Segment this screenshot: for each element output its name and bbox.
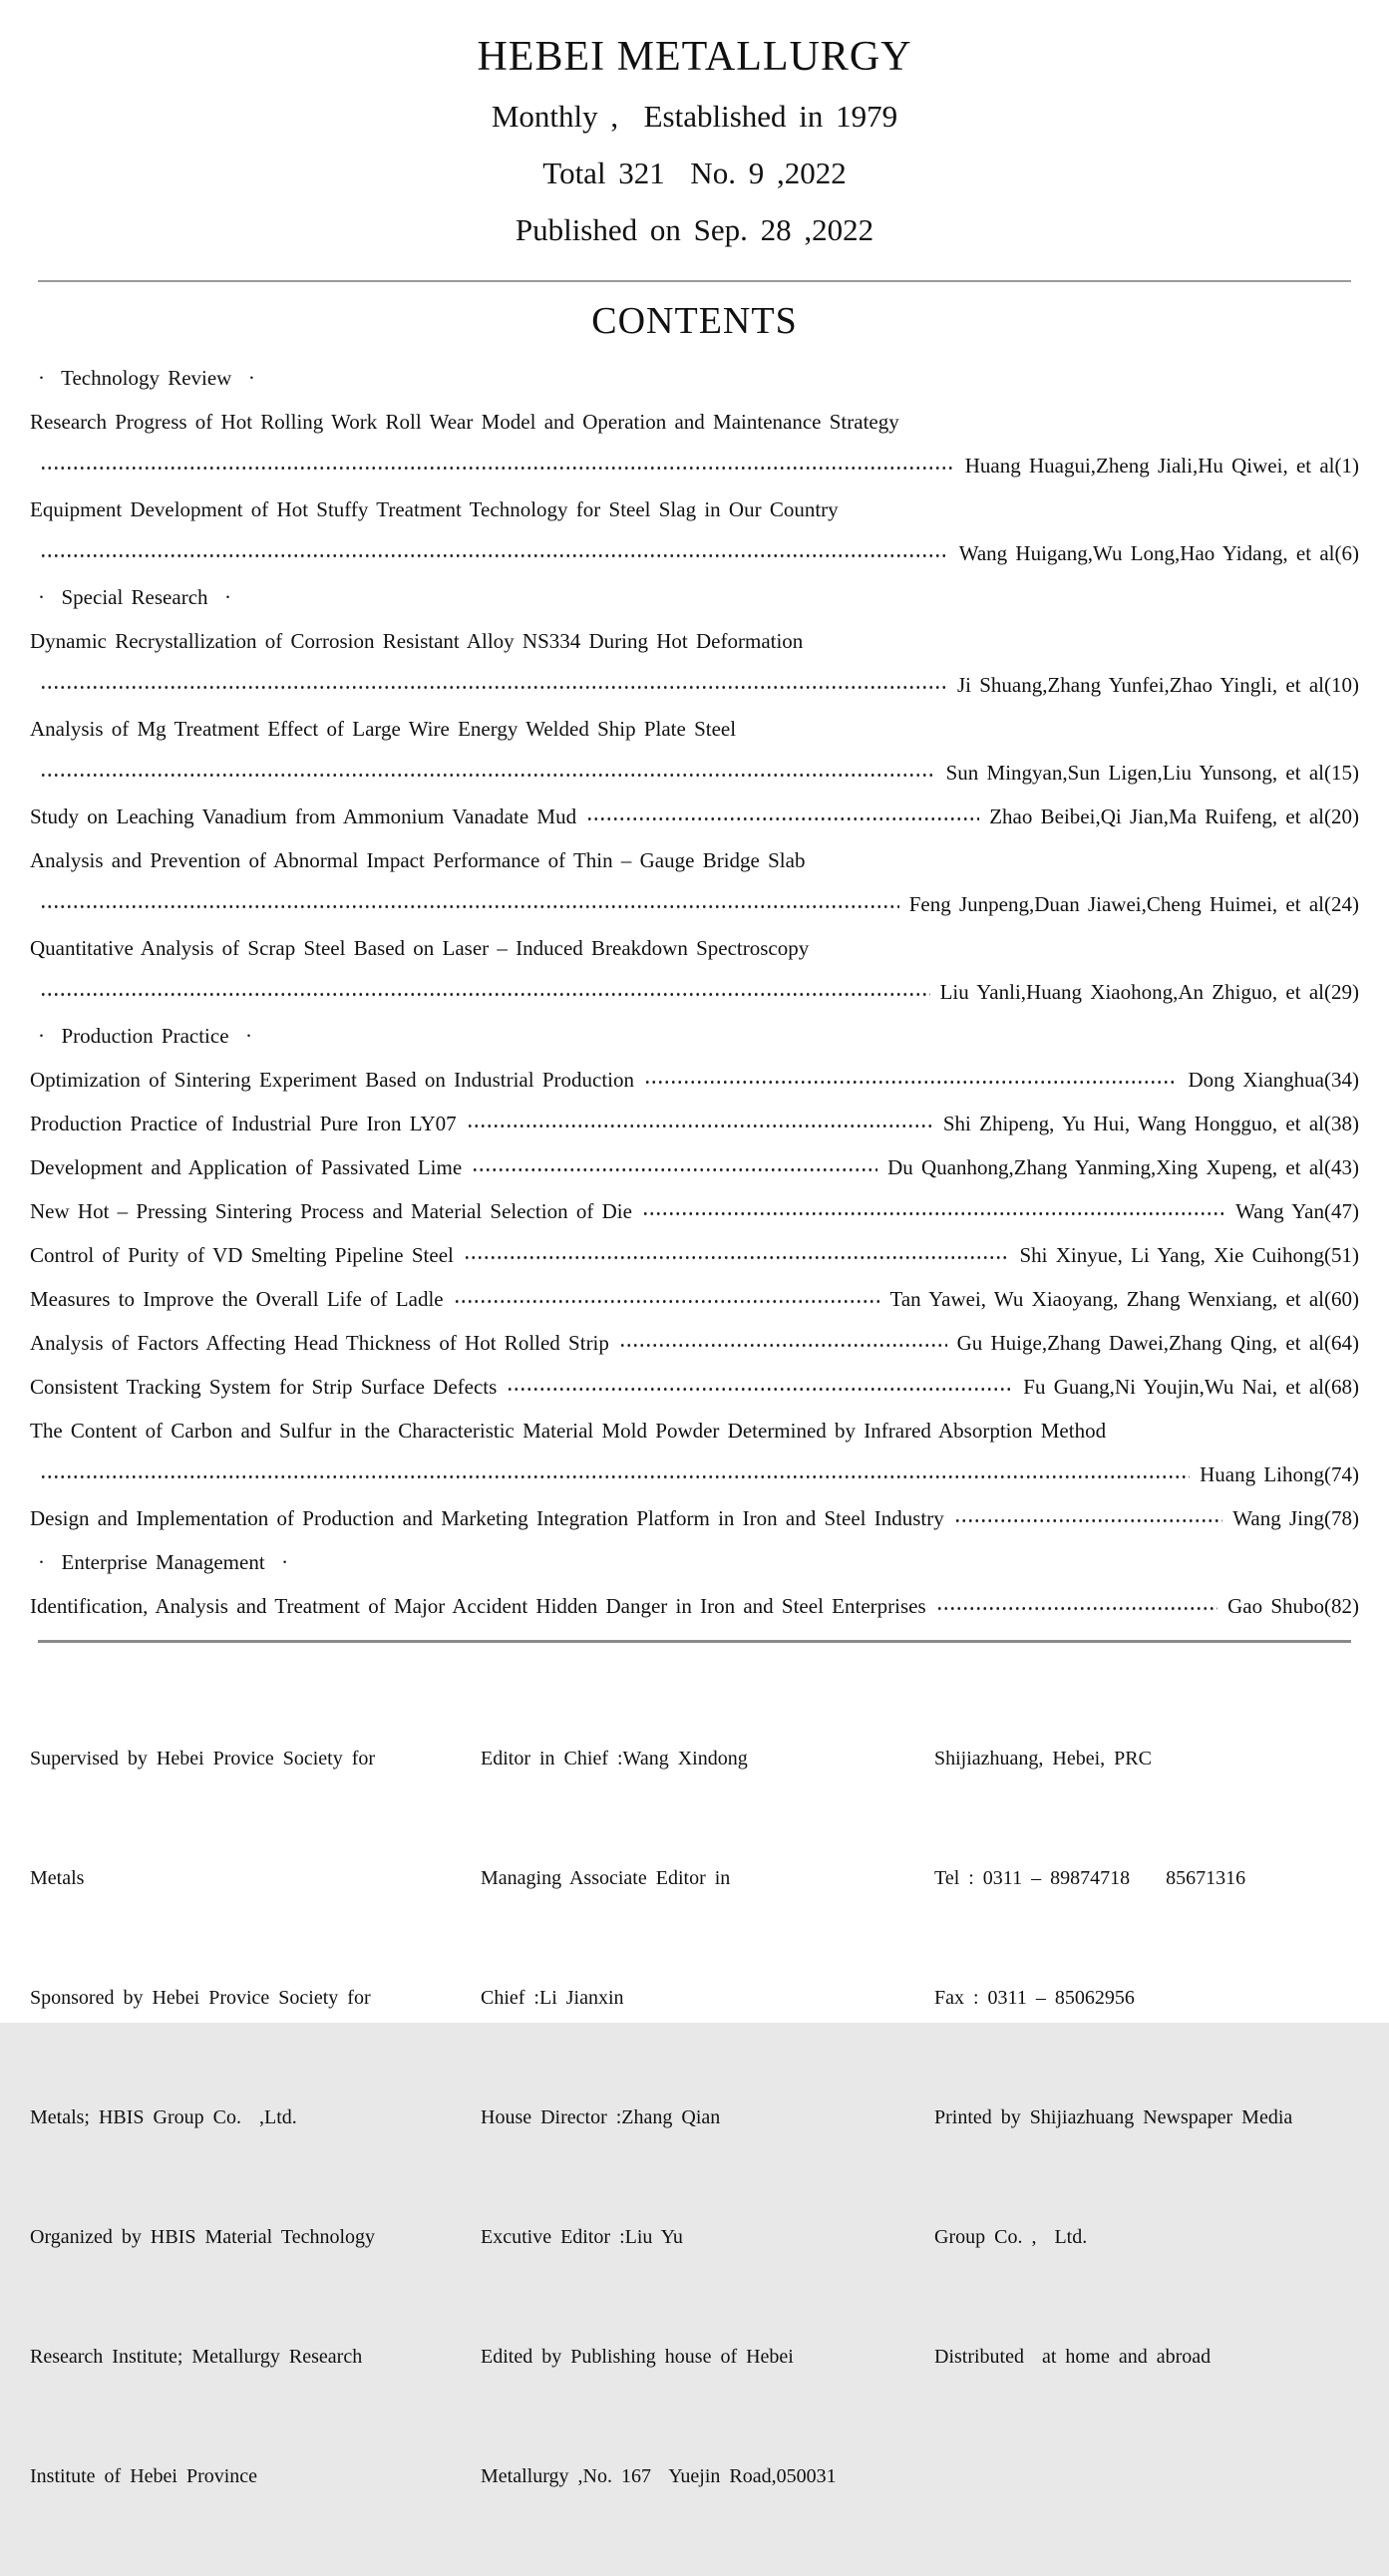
toc-entry bbox=[30, 838, 1359, 926]
page-number: (24) bbox=[1324, 892, 1359, 916]
dot-leader bbox=[472, 1145, 877, 1189]
toc-section-heading: · Enterprise Management · bbox=[38, 1550, 289, 1574]
imprint-line: Group Co. , Ltd. bbox=[934, 2226, 1088, 2248]
imprint-line: Research Institute; Metallurgy Research bbox=[30, 2346, 363, 2368]
toc-entry bbox=[30, 926, 1359, 1014]
imprint-line: Fax : 0311 – 85062956 bbox=[934, 1987, 1135, 2009]
article-authors: Wang Yan bbox=[1235, 1199, 1324, 1223]
imprint-line: Shijiazhuang, Hebei, PRC bbox=[934, 1748, 1152, 1770]
imprint-line: Tel : 0311 – 89874718 85671316 bbox=[934, 1867, 1246, 1889]
toc-entry bbox=[30, 487, 1359, 575]
page-number: (15) bbox=[1324, 761, 1359, 785]
article-byline bbox=[889, 1277, 1359, 1321]
article-byline bbox=[940, 970, 1359, 1014]
article-authors: Sun Mingyan,Sun Ligen,Liu Yunsong, et al bbox=[945, 761, 1324, 785]
article-title: Equipment Development of Hot Stuffy Treatment Technology for Steel Slag in Our Country bbox=[30, 497, 839, 521]
toc-entry bbox=[30, 1321, 1359, 1365]
imprint-footer bbox=[30, 1659, 1359, 2576]
toc-section-heading: · Production Practice · bbox=[38, 1024, 253, 1048]
toc-entry bbox=[30, 1496, 1359, 1540]
article-byline bbox=[1227, 1584, 1359, 1628]
article-byline bbox=[1235, 1189, 1359, 1233]
article-title: Identification, Analysis and Treatment of Major Accident Hidden Danger in Iron and Steel Enterprises bbox=[30, 1594, 926, 1618]
dot-leader bbox=[467, 1102, 933, 1145]
page-number: (10) bbox=[1324, 673, 1359, 697]
imprint-line: Sponsored by Hebei Provice Society for bbox=[30, 1987, 371, 2009]
article-title: Quantitative Analysis of Scrap Steel Based on Laser – Induced Breakdown Spectroscopy bbox=[30, 936, 810, 960]
toc-entry bbox=[30, 1584, 1359, 1628]
imprint-line: Metallurgy ,No. 167 Yuejin Road,050031 bbox=[481, 2465, 837, 2487]
toc-entry bbox=[30, 1365, 1359, 1409]
footer-divider bbox=[38, 1640, 1351, 1643]
toc-section-heading: · Technology Review · bbox=[38, 366, 255, 390]
article-title: Consistent Tracking System for Strip Surface Defects bbox=[30, 1375, 498, 1399]
article-authors: Gu Huige,Zhang Dawei,Zhang Qing, et al bbox=[956, 1331, 1324, 1355]
article-authors: Dong Xianghua bbox=[1188, 1068, 1324, 1092]
article-title: Research Progress of Hot Rolling Work Roll Wear Model and Operation and Maintenance Strategy bbox=[30, 410, 899, 434]
toc-entry bbox=[30, 1409, 1359, 1496]
article-authors: Du Quanhong,Zhang Yanming,Xing Xupeng, et al bbox=[887, 1155, 1324, 1179]
article-byline bbox=[1023, 1365, 1359, 1409]
imprint-column-supervision bbox=[30, 1659, 481, 2576]
article-byline bbox=[957, 663, 1359, 707]
article-authors: Tan Yawei, Wu Xiaoyang, Zhang Wenxiang, et al bbox=[889, 1287, 1324, 1311]
dot-leader bbox=[619, 1321, 947, 1365]
page-number: (34) bbox=[1324, 1068, 1359, 1092]
toc-entry bbox=[30, 795, 1359, 838]
page-number: (47) bbox=[1324, 1199, 1359, 1223]
dot-leader bbox=[644, 1058, 1178, 1102]
page-number: (64) bbox=[1324, 1331, 1359, 1355]
toc-entry bbox=[30, 707, 1359, 795]
article-title: Optimization of Sintering Experiment Based on Industrial Production bbox=[30, 1068, 634, 1092]
journal-title: HEBEI METALLURGY bbox=[477, 34, 912, 80]
article-authors: Feng Junpeng,Duan Jiawei,Cheng Huimei, et al bbox=[908, 892, 1324, 916]
imprint-line: Printed by Shijiazhuang Newspaper Media bbox=[934, 2106, 1293, 2128]
page-number: (29) bbox=[1324, 980, 1359, 1004]
article-authors: Gao Shubo bbox=[1227, 1594, 1324, 1618]
journal-header bbox=[30, 26, 1359, 258]
article-authors: Huang Lihong bbox=[1200, 1462, 1324, 1486]
article-byline bbox=[965, 444, 1359, 487]
article-authors: Wang Jing bbox=[1232, 1506, 1324, 1530]
article-authors: Liu Yanli,Huang Xiaohong,An Zhiguo, et al bbox=[939, 980, 1324, 1004]
dot-leader bbox=[642, 1189, 1225, 1233]
page-number: (82) bbox=[1324, 1594, 1359, 1618]
imprint-line: Supervised by Hebei Provice Society for bbox=[30, 1748, 376, 1770]
imprint-line: Organized by HBIS Material Technology bbox=[30, 2226, 376, 2248]
article-byline bbox=[957, 1321, 1359, 1365]
article-title: Control of Purity of VD Smelting Pipeline Steel bbox=[30, 1243, 454, 1267]
toc-entry bbox=[30, 400, 1359, 487]
imprint-line: Edited by Publishing house of Hebei bbox=[481, 2346, 794, 2368]
toc-section-heading: · Special Research · bbox=[38, 585, 232, 609]
dot-leader bbox=[40, 531, 949, 575]
page-number: (74) bbox=[1324, 1462, 1359, 1486]
article-authors: Wang Huigang,Wu Long,Hao Yidang, et al bbox=[958, 541, 1335, 565]
article-title: Analysis of Factors Affecting Head Thickness of Hot Rolled Strip bbox=[30, 1331, 609, 1355]
imprint-line: Excutive Editor :Liu Yu bbox=[481, 2226, 683, 2248]
imprint-column-editors bbox=[481, 1659, 934, 2576]
toc-entry bbox=[30, 1145, 1359, 1189]
article-byline bbox=[1188, 1058, 1359, 1102]
page-number: (78) bbox=[1324, 1506, 1359, 1530]
article-byline bbox=[887, 1145, 1359, 1189]
journal-publish-date: Published on Sep. 28 ,2022 bbox=[515, 212, 874, 247]
dot-leader bbox=[40, 1452, 1190, 1496]
toc-entry bbox=[30, 1189, 1359, 1233]
imprint-line: Metals bbox=[30, 1867, 85, 1889]
dot-leader bbox=[40, 444, 955, 487]
imprint-line: Distributed at home and abroad bbox=[934, 2346, 1212, 2368]
page-number: (6) bbox=[1334, 541, 1359, 565]
article-title: New Hot – Pressing Sintering Process and Material Selection of Die bbox=[30, 1199, 632, 1223]
page-number: (1) bbox=[1334, 454, 1359, 478]
dot-leader bbox=[40, 970, 930, 1014]
dot-leader bbox=[454, 1277, 880, 1321]
dot-leader bbox=[464, 1233, 1010, 1277]
toc-entry bbox=[30, 619, 1359, 707]
imprint-line: Editor in Chief :Wang Xindong bbox=[481, 1748, 748, 1770]
imprint-line: Metals; HBIS Group Co. ,Ltd. bbox=[30, 2106, 297, 2128]
article-authors: Ji Shuang,Zhang Yunfei,Zhao Yingli, et al bbox=[956, 673, 1324, 697]
journal-issue: Total 321 No. 9 ,2022 bbox=[542, 156, 847, 190]
imprint-column-contact bbox=[934, 1659, 1359, 2576]
table-of-contents bbox=[30, 356, 1359, 1628]
article-byline bbox=[943, 1102, 1359, 1145]
article-authors: Zhao Beibei,Qi Jian,Ma Ruifeng, et al bbox=[989, 805, 1324, 828]
article-byline bbox=[1200, 1452, 1359, 1496]
page-number: (51) bbox=[1324, 1243, 1359, 1267]
article-title: Dynamic Recrystallization of Corrosion Resistant Alloy NS334 During Hot Deformation bbox=[30, 629, 804, 653]
toc-entry bbox=[30, 1277, 1359, 1321]
dot-leader bbox=[40, 751, 936, 795]
toc-entry bbox=[30, 1233, 1359, 1277]
page-number: (38) bbox=[1324, 1112, 1359, 1135]
article-byline bbox=[1232, 1496, 1359, 1540]
article-byline bbox=[946, 751, 1359, 795]
contents-heading: CONTENTS bbox=[591, 300, 798, 342]
article-authors: Shi Zhipeng, Yu Hui, Wang Hongguo, et al bbox=[942, 1112, 1324, 1135]
imprint-line: House Director :Zhang Qian bbox=[481, 2106, 721, 2128]
page-number: (68) bbox=[1324, 1375, 1359, 1399]
article-authors: Huang Huagui,Zheng Jiali,Hu Qiwei, et al bbox=[964, 454, 1335, 478]
article-title: Analysis and Prevention of Abnormal Impact Performance of Thin – Gauge Bridge Slab bbox=[30, 848, 806, 872]
article-title: Development and Application of Passivated Lime bbox=[30, 1155, 463, 1179]
page-number: (60) bbox=[1324, 1287, 1359, 1311]
article-byline bbox=[1019, 1233, 1359, 1277]
article-title: Production Practice of Industrial Pure Iron LY07 bbox=[30, 1112, 457, 1135]
page-number: (20) bbox=[1324, 805, 1359, 828]
header-divider bbox=[38, 280, 1351, 282]
article-byline bbox=[959, 531, 1359, 575]
article-byline bbox=[989, 795, 1359, 838]
dot-leader bbox=[40, 663, 947, 707]
dot-leader bbox=[586, 795, 979, 838]
article-authors: Shi Xinyue, Li Yang, Xie Cuihong bbox=[1019, 1243, 1324, 1267]
toc-entry bbox=[30, 1058, 1359, 1102]
dot-leader bbox=[954, 1496, 1223, 1540]
toc-entry bbox=[30, 1102, 1359, 1145]
article-title: Study on Leaching Vanadium from Ammonium Vanadate Mud bbox=[30, 805, 577, 828]
article-title: The Content of Carbon and Sulfur in the Characteristic Material Mold Powder Determined by Infrared Absorption Method bbox=[30, 1419, 1107, 1443]
dot-leader bbox=[507, 1365, 1013, 1409]
dot-leader bbox=[936, 1584, 1217, 1628]
article-byline bbox=[909, 882, 1359, 926]
article-authors: Fu Guang,Ni Youjin,Wu Nai, et al bbox=[1023, 1375, 1324, 1399]
article-title: Analysis of Mg Treatment Effect of Large Wire Energy Welded Ship Plate Steel bbox=[30, 717, 737, 741]
article-title: Design and Implementation of Production and Marketing Integration Platform in Iron and Steel Industry bbox=[30, 1506, 944, 1530]
journal-frequency: Monthly , Established in 1979 bbox=[491, 99, 898, 134]
article-title: Measures to Improve the Overall Life of Ladle bbox=[30, 1287, 444, 1311]
imprint-line: Managing Associate Editor in bbox=[481, 1867, 731, 1889]
imprint-line: Chief :Li Jianxin bbox=[481, 1987, 624, 2009]
dot-leader bbox=[40, 882, 899, 926]
imprint-line: Institute of Hebei Province bbox=[30, 2465, 258, 2487]
page-number: (43) bbox=[1324, 1155, 1359, 1179]
